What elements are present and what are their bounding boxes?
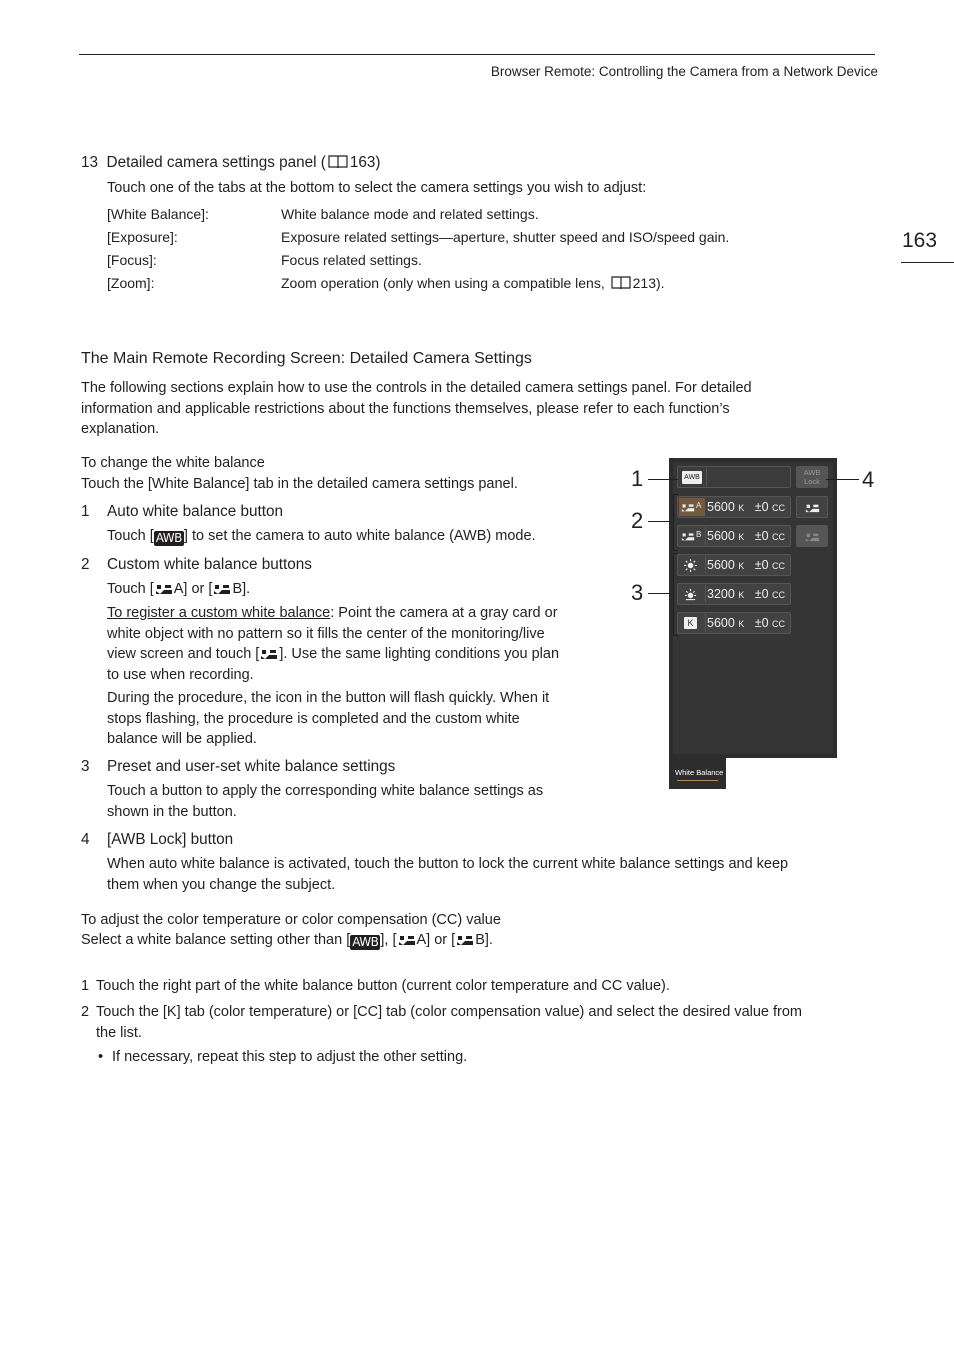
tab-active-indicator xyxy=(677,780,718,781)
white-balance-tab-label: White Balance xyxy=(675,768,724,777)
divider xyxy=(705,556,706,574)
kelvin-icon xyxy=(684,617,697,629)
item13-intro: Touch one of the tabs at the bottom to select the camera settings you wish to adjust: xyxy=(107,180,647,196)
wb-item4-number: 4 xyxy=(81,831,90,848)
white-balance-tab[interactable] xyxy=(669,758,726,789)
custom-wb-b-button[interactable] xyxy=(677,525,791,547)
tungsten-wb-button[interactable] xyxy=(677,583,791,605)
wb-item2-title: Custom white balance buttons xyxy=(107,556,312,573)
callout-2: 2 xyxy=(631,508,644,533)
wb-value-kelvin[interactable]: 5600 K ±0 CC xyxy=(707,616,786,630)
wb-item3-title: Preset and user-set white balance settings xyxy=(107,758,396,775)
tab-name-exposure: [Exposure]: xyxy=(107,229,178,245)
wb-item2-number: 2 xyxy=(81,556,90,573)
register-custom-wb-a-button[interactable] xyxy=(796,496,828,518)
cc-bullet-marker: • xyxy=(98,1049,104,1065)
section-heading: The Main Remote Recording Screen: Detailed Camera Settings xyxy=(81,350,532,367)
tab-desc-white-balance: White balance mode and related settings. xyxy=(281,206,539,222)
page-number: 163 xyxy=(902,229,938,252)
header-rule xyxy=(79,54,875,55)
cc-intro: Select a white balance setting other than [ AWB ], [ A] or [ B]. xyxy=(81,932,493,949)
cc-bullet-text: If necessary, repeat this step to adjust the other setting. xyxy=(112,1049,468,1065)
book-icon xyxy=(611,275,631,290)
awb-icon: AWB xyxy=(352,935,379,949)
callout-3-bracket xyxy=(673,553,678,636)
daylight-wb-button[interactable] xyxy=(677,554,791,576)
tab-name-white-balance: [White Balance]: xyxy=(107,206,209,222)
item13-title: 13 Detailed camera settings panel ( 163) xyxy=(81,154,381,171)
wb-item1-number: 1 xyxy=(81,503,90,520)
divider xyxy=(705,585,706,603)
running-head: Browser Remote: Controlling the Camera from a Network Device xyxy=(490,64,878,79)
wb-heading: To change the white balance xyxy=(81,455,265,471)
callout-1: 1 xyxy=(631,466,644,491)
awb-icon: AWB xyxy=(155,531,182,545)
wb-value-daylight[interactable]: 5600 K ±0 CC xyxy=(707,558,786,572)
wb-value-tungsten[interactable]: 3200 K ±0 CC xyxy=(707,587,786,601)
awb-lock-label: AWB Lock xyxy=(803,468,821,486)
callout-3-leader xyxy=(648,593,672,594)
wb-item1-body: Touch [ AWB ] to set the camera to auto white balance (AWB) mode. xyxy=(107,528,536,545)
awb-icon: AWB xyxy=(684,474,700,481)
divider xyxy=(705,527,706,545)
wb-item2-body: Touch [ A] or [ B]. xyxy=(107,581,251,597)
sun-icon xyxy=(684,559,697,572)
cc-step1-text: Touch the right part of the white balance button (current color temperature and CC value). xyxy=(96,978,670,994)
book-icon xyxy=(328,154,348,169)
custom-a-letter: A xyxy=(696,501,702,510)
wb-value-b[interactable]: 5600 K ±0 CC xyxy=(707,529,786,543)
cc-step2-text: Touch the [K] tab (color temperature) or [CC] tab (color compensation value) and select the desired value from the list. xyxy=(96,1004,803,1041)
tab-desc-exposure: Exposure related settings—aperture, shutter speed and ISO/speed gain. xyxy=(281,229,730,245)
tab-name-focus: [Focus]: xyxy=(107,252,157,268)
tab-name-zoom: [Zoom]: xyxy=(107,275,155,291)
custom-wb-icon xyxy=(805,502,820,514)
callout-4-leader xyxy=(826,479,859,480)
cc-heading: To adjust the color temperature or color compensation (CC) value xyxy=(81,912,501,928)
awb-lock-button[interactable] xyxy=(796,466,828,488)
cc-step1-number: 1 xyxy=(81,978,90,994)
kelvin-wb-button[interactable] xyxy=(677,612,791,634)
custom-wb-icon xyxy=(213,582,231,596)
tab-desc-zoom: Zoom operation (only when using a compatible lens, 213). xyxy=(281,275,665,291)
page-number-rule xyxy=(901,262,954,263)
custom-wb-icon xyxy=(456,933,474,947)
divider xyxy=(705,614,706,632)
callout-1-leader xyxy=(648,479,678,480)
custom-wb-icon xyxy=(260,647,278,661)
callout-2-bracket xyxy=(673,494,678,551)
wb-intro: Touch the [White Balance] tab in the detailed camera settings panel. xyxy=(81,476,518,492)
wb-item1-title: Auto white balance button xyxy=(107,503,284,520)
callout-3: 3 xyxy=(631,580,644,605)
wb-item4-title: [AWB Lock] button xyxy=(107,831,234,848)
custom-wb-icon xyxy=(805,531,820,543)
custom-wb-a-button[interactable] xyxy=(677,496,791,518)
custom-wb-icon xyxy=(681,502,695,513)
kelvin-letter: K xyxy=(687,618,694,628)
register-custom-wb-link: To register a custom white balance xyxy=(107,605,331,621)
custom-b-letter: B xyxy=(696,530,702,539)
tungsten-icon xyxy=(684,588,697,601)
custom-wb-icon xyxy=(398,933,416,947)
wb-item2-register: To register a custom white balance: Point the camera at a gray card or white object with no pattern so it fills the center of the monitoring/live view screen and touch [ ]. Use the same lighting conditions you plan to use when recording. xyxy=(107,605,560,683)
callout-2-leader xyxy=(648,521,672,522)
wb-item4-body: When auto white balance is activated, touch the button to lock the current white balance settings and keep them when you change the subject. xyxy=(107,856,789,893)
awb-icon-box xyxy=(682,471,702,484)
section-intro: The following sections explain how to use the controls in the detailed camera settings panel. For detailed information and applicable restrictions about the functions themselves, please refer to each function’s explanation. xyxy=(81,380,752,437)
register-custom-wb-b-button[interactable] xyxy=(796,525,828,547)
cc-step2-number: 2 xyxy=(81,1004,90,1020)
custom-wb-icon xyxy=(155,582,173,596)
wb-item2-flash: During the procedure, the icon in the button will flash quickly. When it stops flashing, the procedure is completed and the custom white balance will be applied. xyxy=(107,690,550,747)
awb-divider xyxy=(706,468,707,486)
wb-item3-body: Touch a button to apply the corresponding white balance settings as shown in the button. xyxy=(107,783,544,820)
tab-desc-focus: Focus related settings. xyxy=(281,252,422,268)
custom-wb-icon xyxy=(681,531,695,542)
wb-value-a[interactable]: 5600 K ±0 CC xyxy=(707,500,786,514)
awb-button[interactable] xyxy=(677,466,791,488)
callout-4: 4 xyxy=(862,467,875,492)
wb-item3-number: 3 xyxy=(81,758,90,775)
